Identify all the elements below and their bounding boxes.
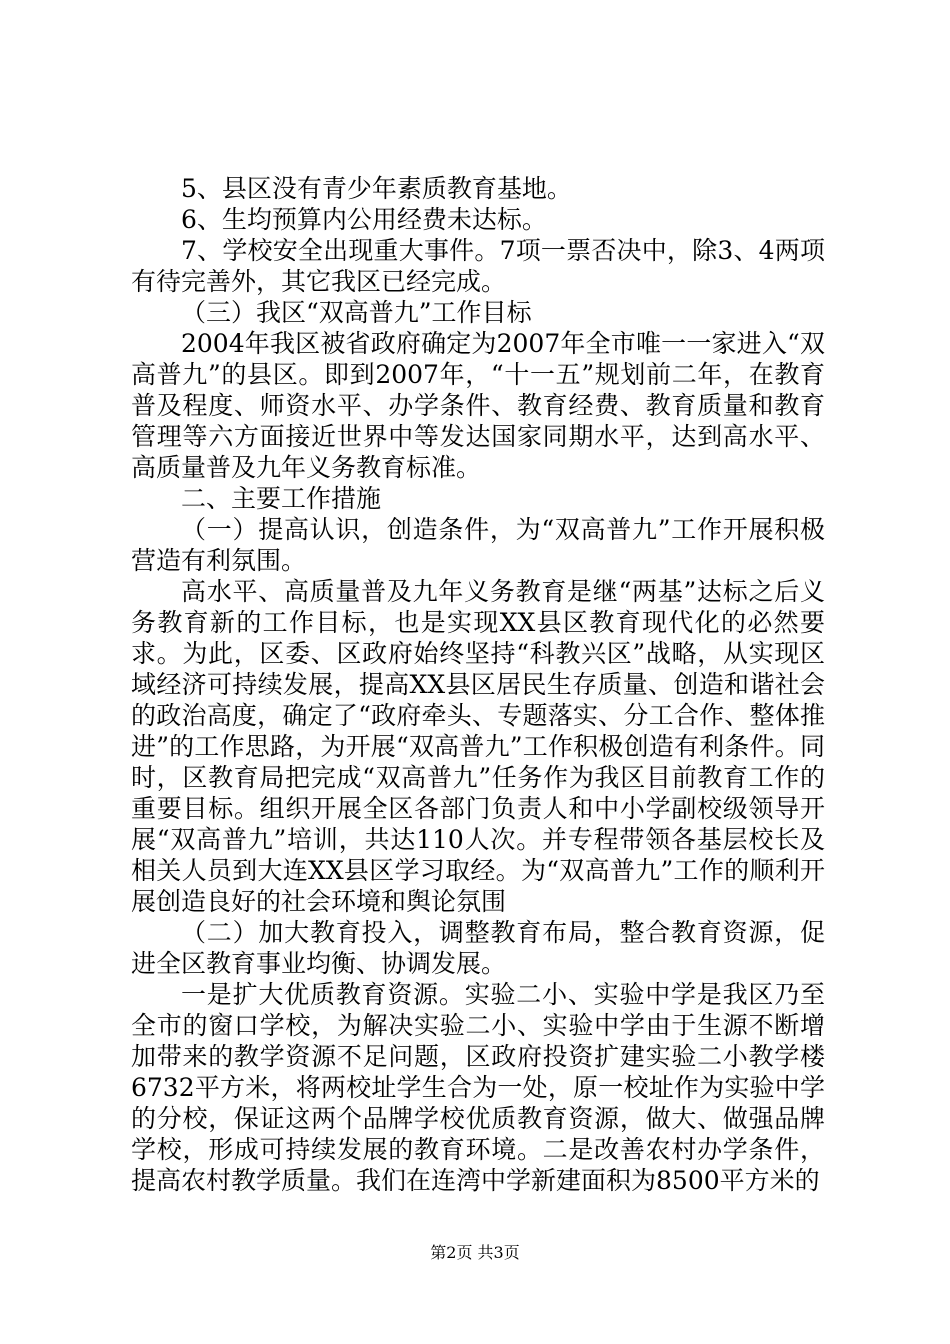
section-heading-main-measures: 二、主要工作措施 xyxy=(181,484,382,513)
subheading-measure-2: （二）加大教育投入，调整教育布局，整合教育资源，促进全区教育事业均衡、协调发展。 xyxy=(131,918,825,978)
paragraph-measure-1: 高水平、高质量普及九年义务教育是继“两基”达标之后义务教育新的工作目标，也是实现XX县区教育现代化的必然要求。为此，区委、区政府始终坚持“科教兴区”战略，从实现区域经济可持续发展，提高XX县区居民生存质量、创造和谐社会的政治高度，确定了“政府牵头、专题落实、分工合作、整体推进”的工作思路，为开展“双高普九”工作积极创造有利条件。同时，区教育局把完成“双高普九”任务作为我区目前教育工作的重要目标。组织开展全区各部门负责人和中小学副校级领导开展“双高普九”培训，共达110人次。并专程带领各基层校长及相关人员到大连XX县区学习取经。为“双高普九”工作的顺利开展创造良好的社会环境和舆论氛围 xyxy=(131,577,825,916)
paragraph-work-goal: 2004年我区被省政府确定为2007年全市唯一一家进入“双高普九”的县区。即到2007年，“十一五”规划前二年，在教育普及程度、师资水平、办学条件、教育经费、教育质量和教育管理等六方面接近世界中等发达国家同期水平，达到高水平、高质量普及九年义务教育标准。 xyxy=(131,329,825,482)
document-body xyxy=(131,173,825,1196)
paragraph-measure-2: 一是扩大优质教育资源。实验二小、实验中学是我区乃至全市的窗口学校，为解决实验二小、实验中学由于生源不断增加带来的教学资源不足问题，区政府投资扩建实验二小教学楼6732平方米，将两校址学生合为一处，原一校址作为实验中学的分校，保证这两个品牌学校优质教育资源，做大、做强品牌学校，形成可持续发展的教育环境。二是改善农村办学条件，提高农村教学质量。我们在连湾中学新建面积为8500平方米的 xyxy=(131,980,825,1195)
list-item-6: 6、生均预算内公用经费未达标。 xyxy=(181,205,547,234)
page-footer: 第2页 共3页 xyxy=(430,1243,520,1262)
list-item-5: 5、县区没有青少年素质教育基地。 xyxy=(181,174,572,203)
section-heading-work-goal: （三）我区“双高普九”工作目标 xyxy=(181,298,532,327)
list-item-7: 7、学校安全出现重大事件。7项一票否决中，除3、4两项有待完善外，其它我区已经完成。 xyxy=(131,236,825,296)
subheading-measure-1: （一）提高认识，创造条件，为“双高普九”工作开展积极营造有利氛围。 xyxy=(131,515,825,575)
